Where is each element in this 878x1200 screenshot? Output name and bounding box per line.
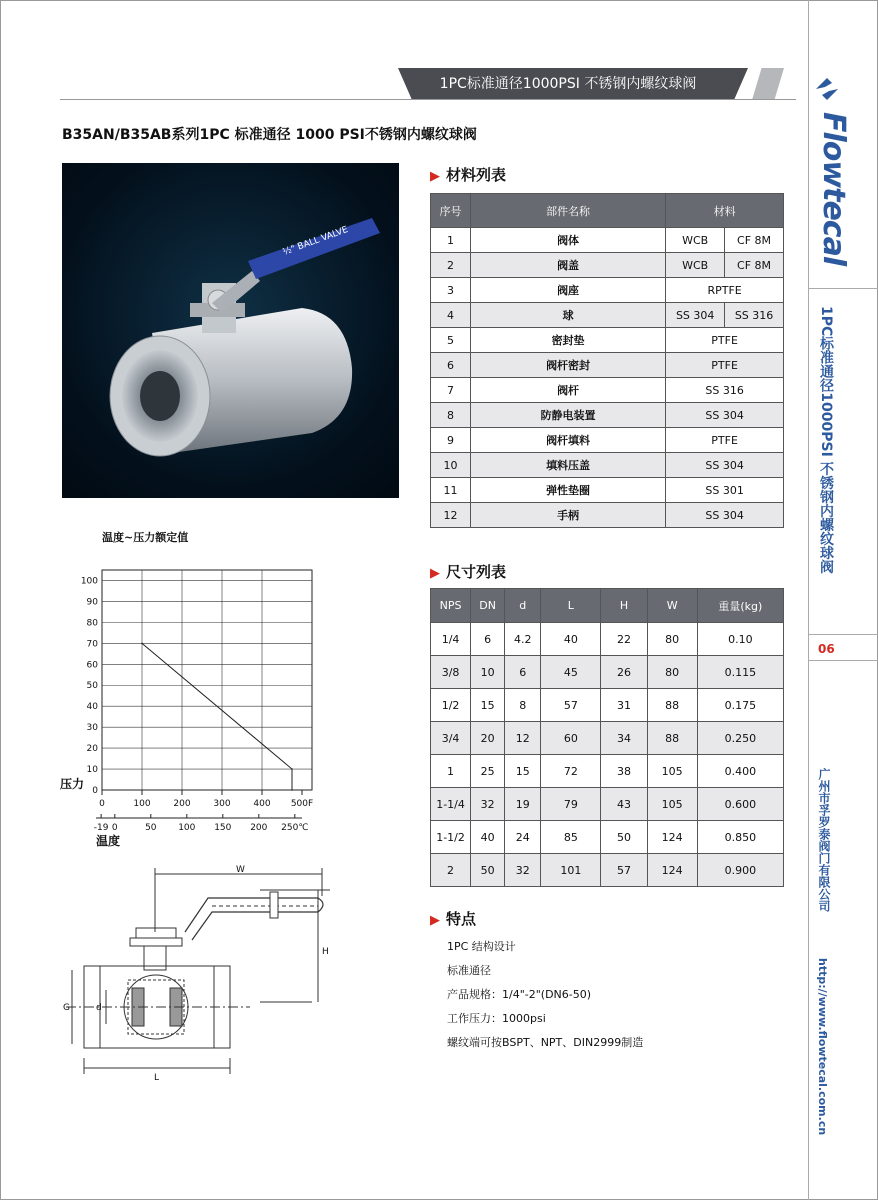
materials-table [430,193,784,528]
dimensions-cell: 1/4 [431,623,471,656]
dimensions-cell: 0.175 [697,689,783,722]
dimensions-cell: 3/4 [431,722,471,755]
dimensions-row [431,755,784,788]
materials-row [431,303,784,328]
materials-row [431,503,784,528]
materials-title [430,164,506,185]
section-arrow-icon: ▶ [430,566,440,581]
materials-cell-material: PTFE [666,328,784,353]
dimensions-cell: 1-1/4 [431,788,471,821]
chart-x-c-tick-label: -19 [93,823,109,833]
chart-x-f-tick-label: 200 [173,799,191,809]
chart-y-tick-label: 80 [86,618,98,629]
chart-y-axis-label: 压力 [60,777,85,791]
dimensions-cell: 38 [601,755,647,788]
materials-cell-part: 弹性垫圈 [470,478,665,503]
side-rule-2 [808,634,878,635]
chart-y-tick-label: 100 [80,576,98,587]
dimensions-cell: 50 [471,854,505,887]
dim-label-g: G [63,1003,70,1013]
chart-x-c-tick-label: 0 [111,823,118,833]
dimensions-cell: 34 [601,722,647,755]
dimensions-table-body [431,623,784,887]
dimensions-cell: 26 [601,656,647,689]
brand-logo-icon [812,74,842,104]
chart-y-tick-label: 60 [86,660,98,671]
dimensions-cell: 10 [471,656,505,689]
chart-data-point [291,789,293,791]
materials-cell-part: 阀体 [470,228,665,253]
dimensions-cell: 15 [471,689,505,722]
materials-row [431,353,784,378]
dimensions-cell: 24 [505,821,541,854]
materials-row [431,228,784,253]
materials-cell-no: 10 [431,453,471,478]
materials-cell-material: SS 304 [666,453,784,478]
dimensions-cell: 0.600 [697,788,783,821]
section-arrow-icon: ▶ [430,913,440,928]
company-name: 广州市孚罗泰阀门有限公司 [817,768,831,912]
dimensions-cell: 0.250 [697,722,783,755]
dimensions-cell: 32 [471,788,505,821]
dimensions-cell: 1/2 [431,689,471,722]
dim-label-l: L [154,1073,160,1082]
chart-title: 温度~压力额定值 [102,531,189,544]
dimensions-cell: 0.400 [697,755,783,788]
materials-cell-material: RPTFE [666,278,784,303]
feature-item-4: 工作压力：1000psi [447,1012,546,1025]
materials-cell-no: 3 [431,278,471,303]
materials-cell-part: 防静电装置 [470,403,665,428]
materials-cell-material: SS 316 [666,378,784,403]
valve-dimension-drawing [60,862,360,1082]
dimensions-row [431,623,784,656]
materials-cell-part: 阀杆密封 [470,353,665,378]
materials-header-part: 部件名称 [470,194,665,228]
chart-x-f-tick-label: 300 [213,799,231,809]
materials-cell-material: SS 304 [666,303,725,328]
materials-cell-no: 8 [431,403,471,428]
chart-x-f-tick-label: 0 [99,799,105,809]
materials-row [431,478,784,503]
dimensions-cell: 80 [647,656,697,689]
dimensions-cell: 101 [541,854,601,887]
dim-label-w: W [236,865,245,875]
materials-table-body [431,228,784,528]
chart-x-axis-label: 温度 [96,834,121,848]
dimensions-cell: 43 [601,788,647,821]
dimensions-title [430,561,506,582]
dimensions-cell: 105 [647,755,697,788]
materials-cell-material: WCB [666,253,725,278]
dimensions-cell: 6 [505,656,541,689]
dimensions-row [431,788,784,821]
dimensions-cell: 2 [431,854,471,887]
materials-cell-material: CF 8M [725,253,784,278]
dimensions-cell: 6 [471,623,505,656]
materials-header-no: 序号 [431,194,471,228]
dimensions-cell: 8 [505,689,541,722]
dimensions-row [431,722,784,755]
dimensions-cell: 32 [505,854,541,887]
dim-label-h: H [322,947,329,957]
dimensions-row [431,821,784,854]
chart-y-tick-label: 10 [86,765,98,776]
dimensions-cell: 124 [647,821,697,854]
page-title: B35AN/B35AB系列1PC 标准通径 1000 PSI不锈钢内螺纹球阀 [62,127,477,143]
chart-y-tick-label: 20 [86,744,98,755]
dimensions-cell: 40 [541,623,601,656]
chart-y-tick-label: 90 [86,597,98,608]
dimensions-cell: 88 [647,722,697,755]
chart-data-point [141,643,143,645]
dimensions-header-cell: NPS [431,589,471,623]
side-vertical-title: 1PC标准通径1000PSI 不锈钢内螺纹球阀 [818,306,834,574]
chart-series-line [142,643,292,790]
dimensions-cell: 3/8 [431,656,471,689]
materials-row [431,278,784,303]
dimensions-header-cell: 重量(kg) [697,589,783,623]
dimensions-cell: 25 [471,755,505,788]
materials-cell-no: 11 [431,478,471,503]
materials-cell-no: 7 [431,378,471,403]
dimensions-cell: 0.900 [697,854,783,887]
dimensions-cell: 0.115 [697,656,783,689]
materials-cell-part: 阀杆填料 [470,428,665,453]
dimensions-header-cell: H [601,589,647,623]
materials-cell-part: 填料压盖 [470,453,665,478]
dimensions-cell: 15 [505,755,541,788]
materials-row [431,253,784,278]
chart-x-f-tick-label: 500F [290,799,314,809]
dimensions-cell: 88 [647,689,697,722]
dimensions-cell: 57 [601,854,647,887]
chart-x-c-tick-label: 250℃ [281,823,309,833]
materials-cell-part: 密封垫 [470,328,665,353]
header-rule [60,99,796,100]
dimensions-cell: 20 [471,722,505,755]
chart-y-tick-label: 70 [86,639,98,650]
dimensions-cell: 80 [647,623,697,656]
materials-cell-material: WCB [666,228,725,253]
dimensions-cell: 79 [541,788,601,821]
dimensions-cell: 19 [505,788,541,821]
dimensions-cell: 57 [541,689,601,722]
materials-cell-part: 手柄 [470,503,665,528]
materials-cell-no: 4 [431,303,471,328]
dimensions-cell: 31 [601,689,647,722]
side-divider [808,0,809,1200]
materials-cell-no: 9 [431,428,471,453]
materials-cell-part: 阀盖 [470,253,665,278]
materials-cell-material: SS 301 [666,478,784,503]
materials-cell-no: 5 [431,328,471,353]
materials-cell-part: 球 [470,303,665,328]
ball-valve-illustration [62,163,399,498]
materials-cell-material: PTFE [666,428,784,453]
chart-data-point [291,768,293,770]
dimensions-cell: 50 [601,821,647,854]
product-photo [62,163,399,498]
dimensions-cell: 105 [647,788,697,821]
dimensions-cell: 1-1/2 [431,821,471,854]
materials-cell-no: 6 [431,353,471,378]
chart-y-tick-label: 30 [86,723,98,734]
materials-cell-part: 阀座 [470,278,665,303]
materials-title-text: 材料列表 [446,166,507,184]
materials-row [431,453,784,478]
materials-row [431,328,784,353]
chart-x-c-tick-label: 150 [214,823,232,833]
materials-cell-material: SS 304 [666,403,784,428]
feature-item-5: 螺纹端可按BSPT、NPT、DIN2999制造 [447,1036,644,1049]
materials-row [431,403,784,428]
brand-name: Flowtecal [816,112,851,266]
dimensions-title-text: 尺寸列表 [446,563,507,581]
chart-y-tick-label: 50 [86,681,98,692]
dimensions-cell: 1 [431,755,471,788]
dimensions-cell: 72 [541,755,601,788]
side-rule-3 [808,660,878,661]
handle-text: ½" BALL VALVE [281,224,350,258]
materials-cell-no: 12 [431,503,471,528]
dimensions-table [430,588,784,887]
header-ribbon-title: 1PC标准通径1000PSI 不锈钢内螺纹球阀 [439,76,697,92]
chart-y-tick-label: 40 [86,702,98,713]
dimensions-header-row [431,589,784,623]
materials-cell-material: SS 304 [666,503,784,528]
materials-cell-part: 阀杆 [470,378,665,403]
chart-plot-frame [102,570,312,790]
dimensions-row [431,854,784,887]
chart-x-c-tick-label: 50 [145,823,157,833]
dim-label-d: d [96,1003,102,1013]
dimensions-cell: 4.2 [505,623,541,656]
dimensions-cell: 124 [647,854,697,887]
dimensions-cell: 40 [471,821,505,854]
dimensions-cell: 0.10 [697,623,783,656]
materials-cell-material: PTFE [666,353,784,378]
chart-y-tick-label: 0 [92,786,98,796]
feature-item-1: 1PC 结构设计 [447,940,516,953]
dimensions-cell: 0.850 [697,821,783,854]
website-url: http://www.flowtecal.com.cn [816,958,829,1136]
dimensions-cell: 12 [505,722,541,755]
dimensions-header-cell: L [541,589,601,623]
feature-item-2: 标准通径 [447,964,491,977]
dimensions-cell: 22 [601,623,647,656]
materials-cell-no: 1 [431,228,471,253]
dimensions-row [431,656,784,689]
chart-x-f-tick-label: 400 [253,799,271,809]
side-rule-1 [808,288,878,289]
dimensions-cell: 45 [541,656,601,689]
pressure-temperature-chart [60,540,350,860]
dimensions-cell: 60 [541,722,601,755]
section-arrow-icon: ▶ [430,169,440,184]
dimensions-header-cell: d [505,589,541,623]
materials-cell-no: 2 [431,253,471,278]
chart-x-c-tick-label: 200 [250,823,268,833]
features-title-text: 特点 [446,910,477,928]
dimensions-header-cell: DN [471,589,505,623]
chart-x-c-tick-label: 100 [178,823,196,833]
features-title [430,908,476,929]
dimensions-cell: 85 [541,821,601,854]
dimensions-header-cell: W [647,589,697,623]
materials-cell-material: SS 316 [725,303,784,328]
materials-header-material: 材料 [666,194,784,228]
materials-cell-material: CF 8M [725,228,784,253]
chart-x-f-tick-label: 100 [133,799,151,809]
materials-row [431,378,784,403]
materials-row [431,428,784,453]
page-number: 06 [818,642,835,656]
feature-item-3: 产品规格：1/4"-2"(DN6-50) [447,988,592,1001]
dimensions-row [431,689,784,722]
